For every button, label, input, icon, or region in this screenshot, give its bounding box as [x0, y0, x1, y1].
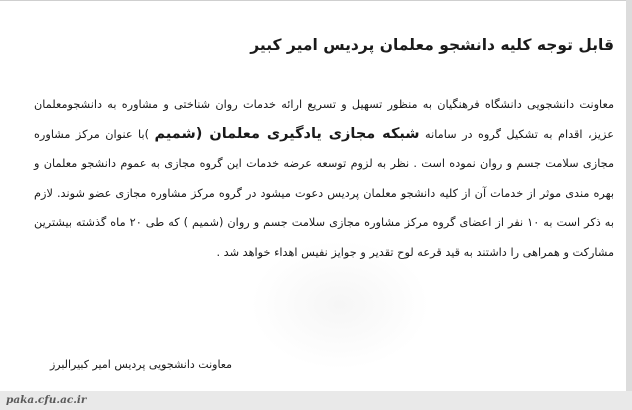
right-edge-bar	[626, 0, 632, 410]
top-border	[0, 0, 632, 1]
announcement-title: قابل توجه کلیه دانشجو معلمان پردیس امیر کبیر	[250, 36, 614, 54]
body-line-3: )با عنوان مرکز مشاوره مجازی سلامت جسم و روان نموده است . نظر به لزوم توسعه عرضه خدمات این	[34, 127, 615, 170]
body-line-1: معاونت دانشجویی دانشگاه فرهنگیان به منظور تسهیل و تسریع ارائه خدمات روان شناختی و مشاوره به	[107, 98, 614, 111]
body-line-7: داشتند به قید قرعه لوح تقدیر و جوایز نفیس اهداء خواهد شد .	[216, 245, 507, 259]
body-line-2: دانشجومعلمان عزیز، اقدام به تشکیل گروه در سامانه	[34, 98, 615, 141]
body-line-6: مشاوره مجازی سلامت جسم و روان (شمیم ) که طی ۲۰ ماه گذشته بیشترین مشارکت و همراهی را	[34, 216, 614, 259]
body-line-5: دعوت میشود در گروه مرکز مشاوره مجازی عضو شوند. لازم به ذکر است به ۱۰ نفر از اعضای گروه مرکز	[34, 186, 614, 229]
signature: معاونت دانشجویی پردیس امیر کبیرالبرز	[49, 358, 232, 371]
announcement-body	[34, 90, 614, 267]
body-line-4: گروه مجازی به عموم دانشجو معلمان و بهره مندی موثر از خدمات آن از کلیه دانشجو معلمان پردیس	[34, 157, 614, 200]
body-highlight-platform: شبکه مجازی یادگیری معلمان (شمیم	[154, 125, 420, 142]
footer-strip	[0, 391, 632, 410]
site-watermark: paka.cfu.ac.ir	[6, 394, 87, 406]
